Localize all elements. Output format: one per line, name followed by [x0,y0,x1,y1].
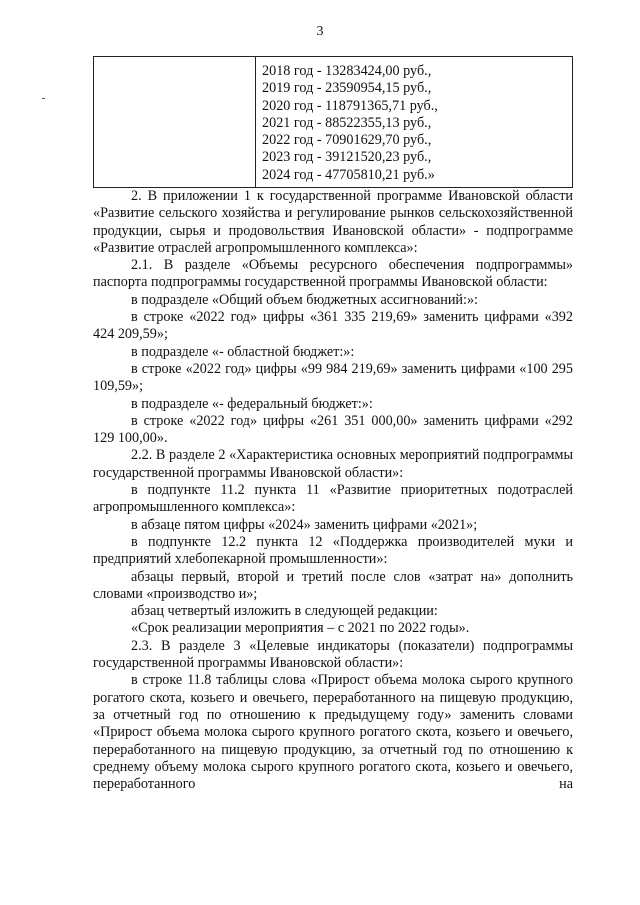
table-left-cell [94,57,256,188]
table-row [94,57,573,188]
table-right-cell [256,57,573,188]
paragraph-row-11-8: в строке 11.8 таблицы слова «Прирост объема молока сырого крупного рогатого скота, козьего и овечьего, переработанного на пищевую продукцию, за отчетный год по отношению к предыдущему году» заменить словами «Прирост объема молока сырого крупного рогатого скота, козьего и овечьего, переработанного на пищевую продукцию, за отчетный год по отношению к среднему объему молока сырого крупного рогатого скота, козьего и овечьего, переработанного на [93,672,573,793]
document-body [93,188,573,793]
paragraph-total-subsection: в подразделе «Общий объем бюджетных ассигнований:»: [131,291,478,308]
paragraph-fourth-abzac: абзац четвертый изложить в следующей редакции: [131,603,438,620]
paragraph-abzacs-supplement: абзацы первый, второй и третий после слов «затрат на» дополнить словами «производство и»; [93,568,573,602]
paragraph-subitem-12-2: в подпункте 12.2 пункта 12 «Поддержка производителей муки и предприятий хлебопекарной промышленности»: [93,533,573,568]
table-line-2020: 2020 год - 118791365,71 руб., [262,97,438,114]
paragraph-regional-subsection: в подразделе «- областной бюджет:»: [131,343,355,360]
table-line-2024: 2024 год - 47705810,21 руб.» [262,166,435,183]
page-number: 3 [316,24,324,39]
paragraph-2-1: 2.1. В разделе «Объемы ресурсного обеспечения подпрограммы» паспорта подпрограммы государственной программы Ивановской области: [93,257,573,291]
paragraph-fifth-abzac: в абзаце пятом цифры «2024» заменить цифрами «2021»; [131,516,478,533]
paragraph-federal-subsection: в подразделе «- федеральный бюджет:»: [131,395,373,412]
paragraph-2-2: 2.2. В разделе 2 «Характеристика основных мероприятий подпрограммы государственной программы Ивановской области»: [93,447,573,481]
paragraph-2-3: 2.3. В разделе 3 «Целевые индикаторы (показатели) подпрограммы государственной программы Ивановской области»: [93,637,573,672]
paragraph-subitem-11-2: в подпункте 11.2 пункта 11 «Развитие приоритетных подотраслей агропромышленного комплекса»: [93,482,573,516]
paragraph-term: «Срок реализации мероприятия – с 2021 по 2022 годы». [131,620,470,637]
table-line-2019: 2019 год - 23590954,15 руб., [262,80,432,97]
table-line-2022: 2022 год - 70901629,70 руб., [262,132,432,149]
paragraph-federal-row: в строке «2022 год» цифры «261 351 000,00» заменить цифрами «292 129 100,00». [93,412,573,447]
scan-mark [42,98,45,99]
table-line-2018: 2018 год - 13283424,00 руб., [262,63,432,79]
funding-table [93,56,573,188]
paragraph-total-row: в строке «2022 год» цифры «361 335 219,69» заменить цифрами «392 424 209,59»; [93,309,573,343]
paragraph-regional-row: в строке «2022 год» цифры «99 984 219,69» заменить цифрами «100 295 109,59»; [93,360,573,395]
table-line-2023: 2023 год - 39121520,23 руб., [262,149,432,166]
paragraph-2: 2. В приложении 1 к государственной программе Ивановской области «Развитие сельского хозяйства и регулирование рынков сельскохозяйственной продукции, сырья и продовольствия Ивановской области» - подпрограмме «Развитие отраслей агропромышленного комплекса»: [93,188,573,256]
table-line-2021: 2021 год - 88522355,13 руб., [262,114,432,131]
